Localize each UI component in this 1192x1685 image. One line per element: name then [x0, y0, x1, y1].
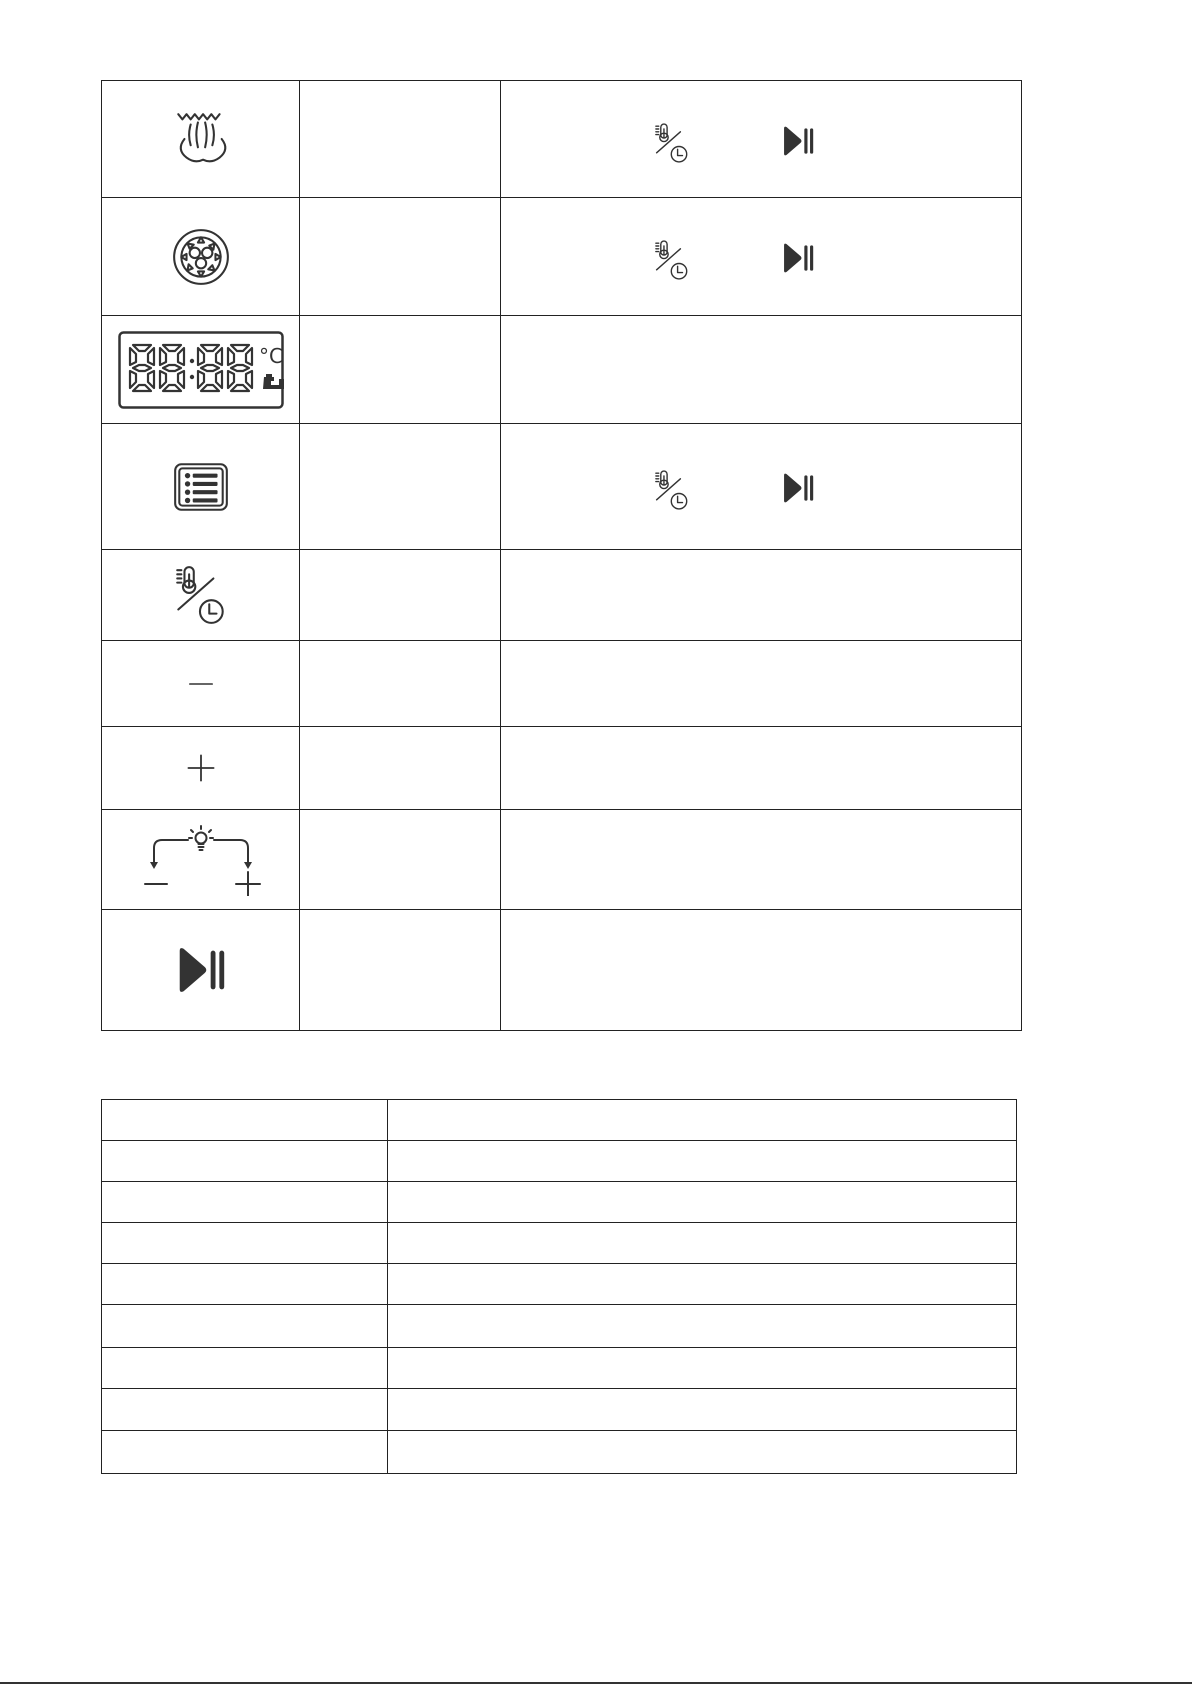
control-name-cell — [299, 726, 501, 810]
steam-icon — [170, 108, 232, 170]
program-value-cell — [387, 1099, 1017, 1141]
light-minus-plus-icon — [136, 824, 266, 896]
inline-start-pause-icon — [779, 469, 817, 507]
control-description-cell — [500, 909, 1022, 1031]
display-panel-icon — [118, 331, 284, 409]
display-unit: °C — [258, 343, 283, 368]
control-description-cell — [500, 197, 1022, 316]
footer-divider — [0, 1682, 1192, 1684]
program-value-cell — [387, 1140, 1017, 1182]
program-value-cell — [387, 1181, 1017, 1223]
program-value-cell — [387, 1388, 1017, 1431]
control-description-cell — [500, 423, 1022, 550]
program-label-cell — [101, 1347, 388, 1389]
control-description-cell — [500, 315, 1022, 424]
program-value-cell — [387, 1347, 1017, 1389]
plus-icon — [183, 750, 219, 786]
program-value-cell — [387, 1430, 1017, 1474]
control-name-cell — [299, 315, 501, 424]
control-icon-cell — [101, 315, 300, 424]
control-icon-cell — [101, 809, 300, 910]
program-value-cell — [387, 1222, 1017, 1264]
inline-temp-time-icon — [651, 239, 693, 281]
minus-icon — [185, 668, 217, 700]
start-pause-icon — [172, 941, 230, 999]
inline-temp-time-icon — [651, 122, 693, 164]
control-name-cell — [299, 423, 501, 550]
temp-time-icon — [170, 564, 232, 626]
control-icon-cell — [101, 197, 300, 316]
control-name-cell — [299, 640, 501, 727]
control-name-cell — [299, 80, 501, 198]
program-label-cell — [101, 1263, 388, 1305]
control-name-cell — [299, 809, 501, 910]
control-description-cell — [500, 640, 1022, 727]
program-label-cell — [101, 1140, 388, 1182]
program-label-cell — [101, 1099, 388, 1141]
program-label-cell — [101, 1181, 388, 1223]
control-icon-cell — [101, 726, 300, 810]
program-value-cell — [387, 1263, 1017, 1305]
control-description-cell — [500, 809, 1022, 910]
control-description-cell — [500, 549, 1022, 641]
program-value-cell — [387, 1304, 1017, 1348]
inline-start-pause-icon — [779, 122, 817, 160]
program-list-icon — [170, 456, 232, 518]
control-icon-cell — [101, 909, 300, 1031]
inline-start-pause-icon — [779, 239, 817, 277]
program-label-cell — [101, 1304, 388, 1348]
program-label-cell — [101, 1388, 388, 1431]
program-label-cell — [101, 1222, 388, 1264]
control-icon-cell — [101, 423, 300, 550]
control-icon-cell — [101, 80, 300, 198]
program-label-cell — [101, 1430, 388, 1474]
control-name-cell — [299, 549, 501, 641]
control-icon-cell — [101, 640, 300, 727]
control-description-cell — [500, 726, 1022, 810]
control-icon-cell — [101, 549, 300, 641]
inline-temp-time-icon — [651, 469, 693, 511]
control-name-cell — [299, 909, 501, 1031]
control-name-cell — [299, 197, 501, 316]
drum-icon — [170, 226, 232, 288]
control-description-cell — [500, 80, 1022, 198]
